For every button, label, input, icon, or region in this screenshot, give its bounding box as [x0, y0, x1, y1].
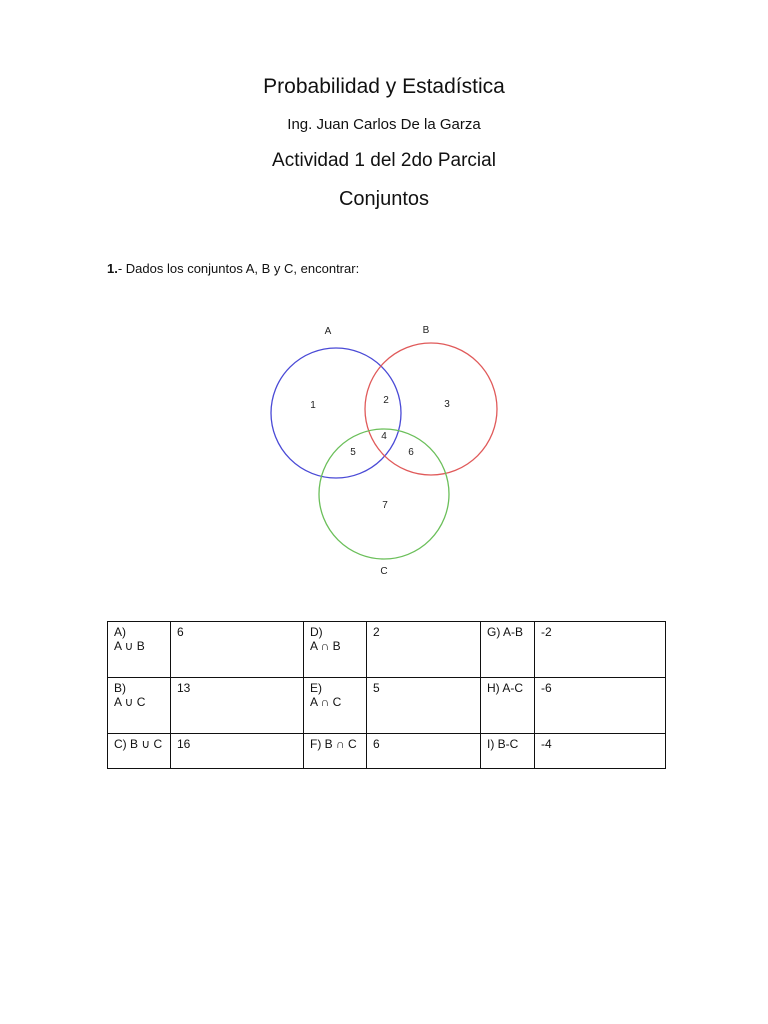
region-1: 1: [310, 400, 316, 411]
region-5: 5: [350, 447, 356, 458]
answer-label-d: D) A ∩ B: [304, 622, 367, 678]
question-number: 1.: [107, 261, 118, 276]
answer-value-i: -4: [535, 734, 666, 769]
region-7: 7: [382, 500, 388, 511]
question-text: - Dados los conjuntos A, B y C, encontrar:: [117, 261, 360, 276]
answer-label-f: F) B ∩ C: [304, 734, 367, 769]
answer-value-c: 16: [171, 734, 304, 769]
answer-label-h: H) A-C: [481, 678, 535, 734]
answer-label-a: A) A ∪ B: [108, 622, 171, 678]
answer-value-g: -2: [535, 622, 666, 678]
venn-diagram: [255, 318, 515, 583]
answer-label-c: C) B ∪ C: [108, 734, 171, 769]
answer-value-b: 13: [171, 678, 304, 734]
answer-value-h: -6: [535, 678, 666, 734]
answer-value-a: 6: [171, 622, 304, 678]
activity-title: Actividad 1 del 2do Parcial: [272, 150, 496, 171]
answer-value-e: 5: [367, 678, 481, 734]
answer-value-d: 2: [367, 622, 481, 678]
table-row: [108, 622, 666, 678]
table-row: [108, 678, 666, 734]
answers-table: [107, 621, 666, 769]
course-title: Probabilidad y Estadística: [263, 75, 505, 98]
set-b-label: B: [422, 325, 430, 336]
table-row: [108, 734, 666, 769]
set-a-label: A: [324, 326, 332, 337]
answer-label-g: G) A-B: [481, 622, 535, 678]
question-prompt: [107, 261, 359, 276]
set-a-circle: [271, 348, 401, 478]
answer-label-b: B) A ∪ C: [108, 678, 171, 734]
answer-label-i: I) B-C: [481, 734, 535, 769]
region-2: 2: [383, 395, 389, 406]
answer-label-e: E) A ∩ C: [304, 678, 367, 734]
region-4: 4: [381, 431, 387, 442]
set-c-circle: [319, 429, 449, 559]
region-6: 6: [408, 447, 414, 458]
region-3: 3: [444, 399, 450, 410]
answer-value-f: 6: [367, 734, 481, 769]
topic-title: Conjuntos: [338, 188, 430, 210]
set-c-label: C: [380, 566, 388, 577]
teacher-name: Ing. Juan Carlos De la Garza: [287, 116, 481, 133]
